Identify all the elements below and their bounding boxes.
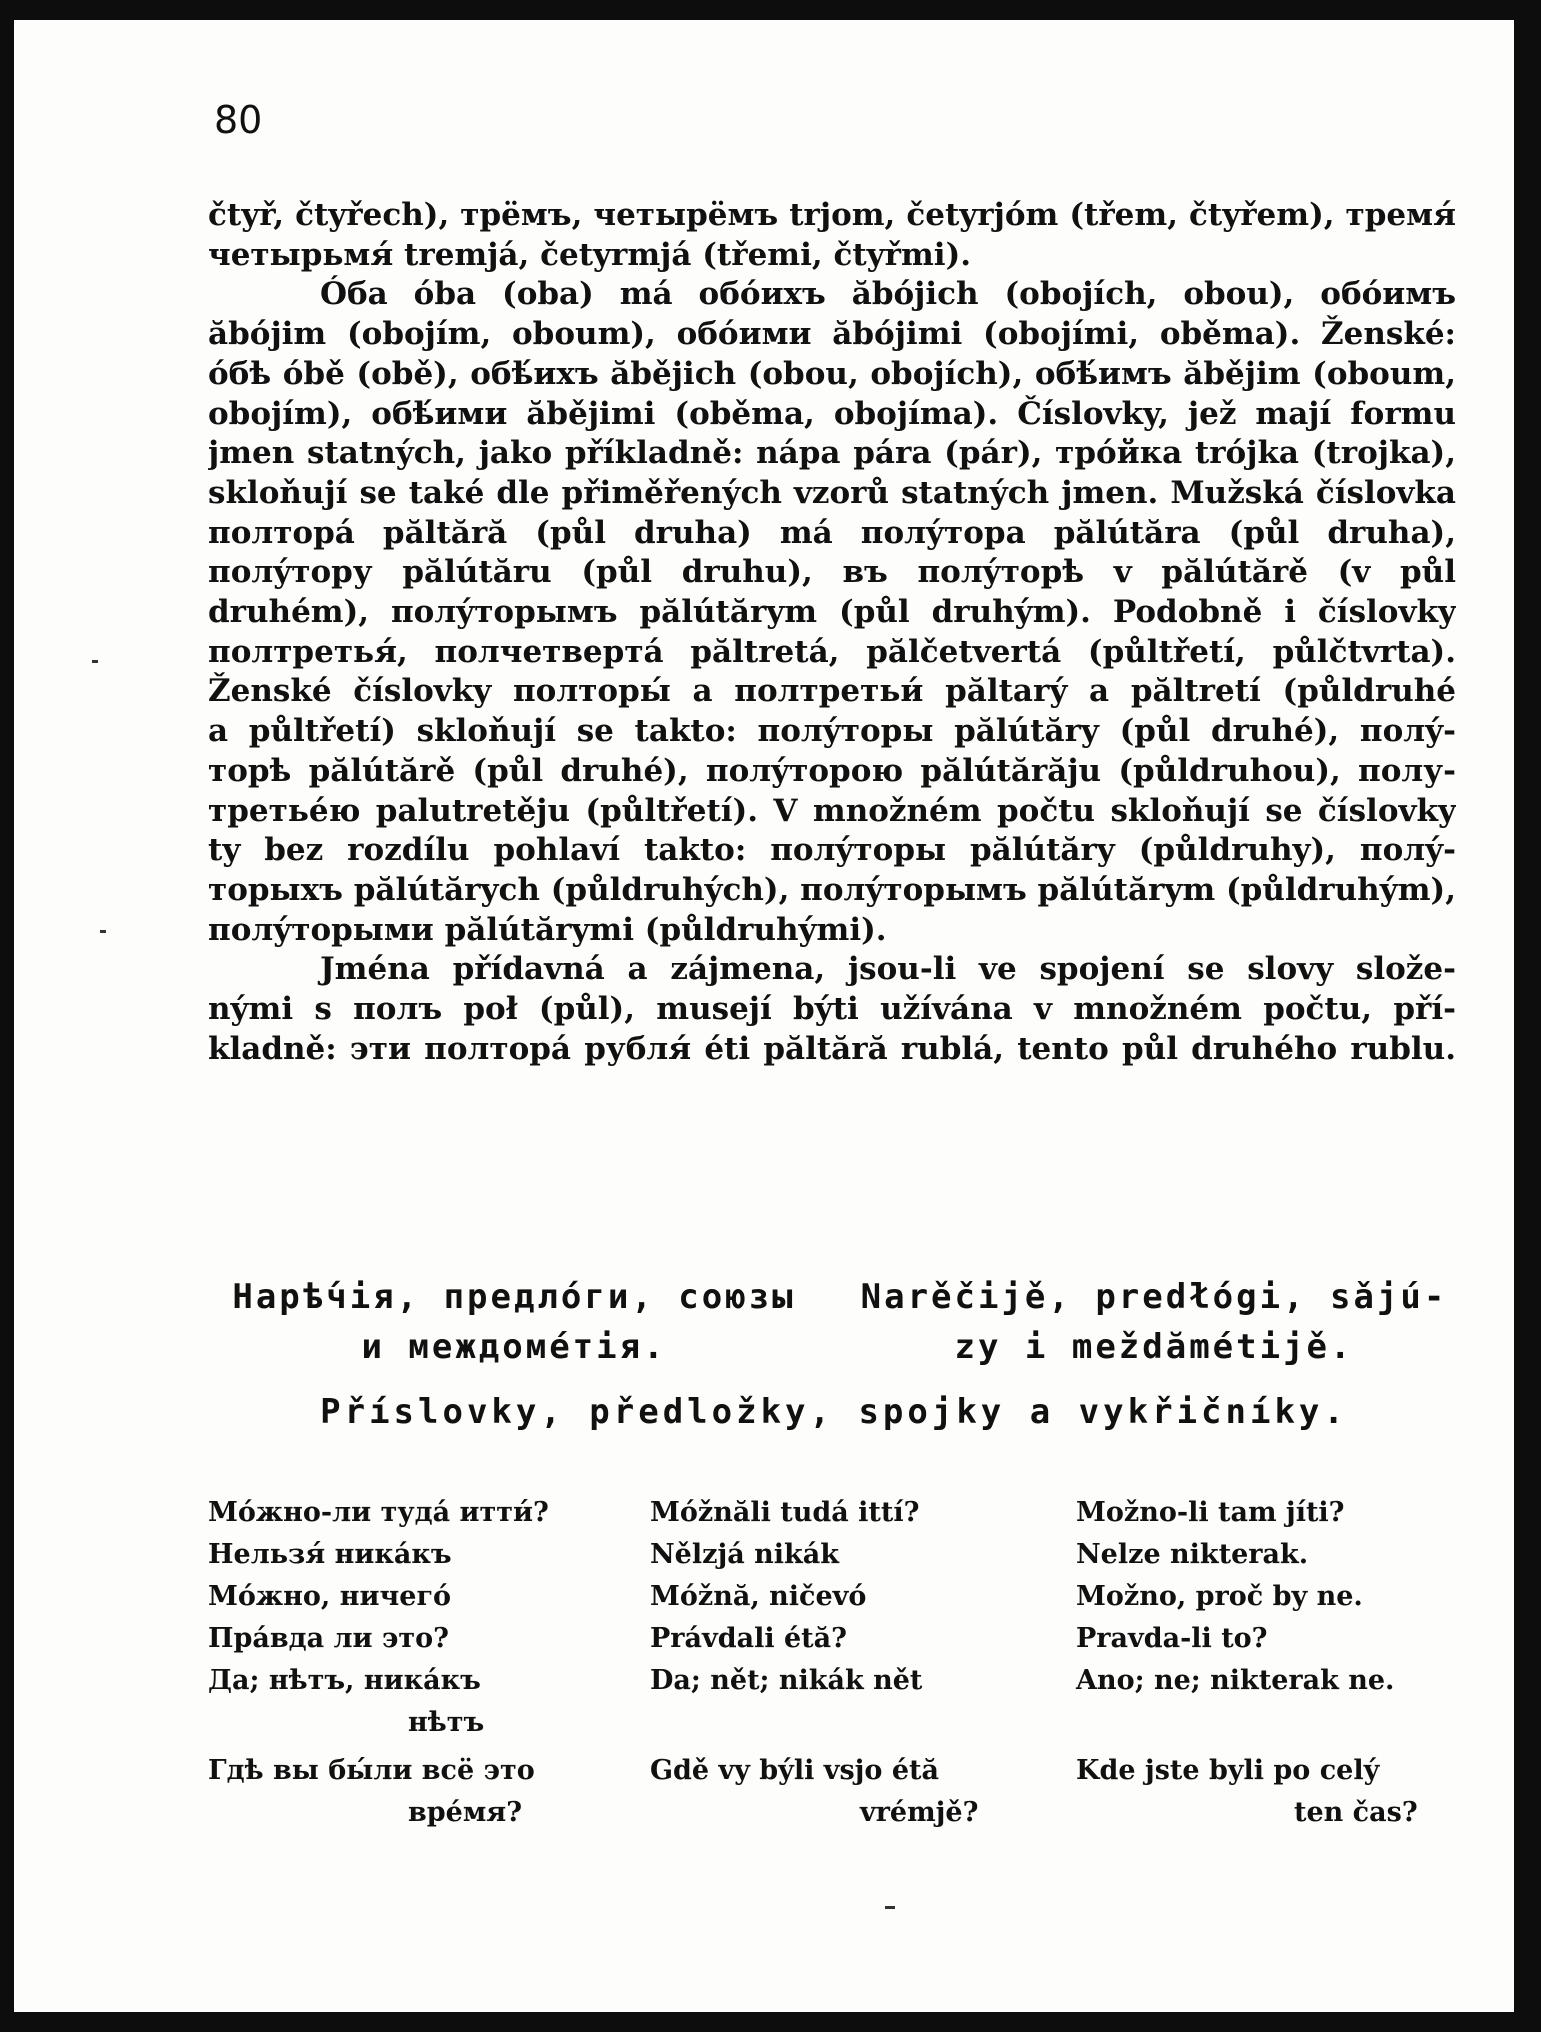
phrase-row xyxy=(208,1750,1456,1834)
body-line: полтретья́, полчетвертá păltretá, pălčetvertá (půltřetí, půlčtvrta). xyxy=(208,633,1456,670)
phrase-russian xyxy=(208,1750,638,1834)
body-line: druhém), полýторымъ pălútărym (půl druhým). Podobně i číslovky xyxy=(208,594,1456,631)
phrase-transliteration: Móžnă, ničevó xyxy=(650,1581,867,1612)
phrase-row xyxy=(208,1660,1456,1744)
body-line: ty bez rozdílu pohlaví takto: полýторы pălútăry (půldruhy), полý- xyxy=(208,832,1456,869)
phrase-transliteration xyxy=(638,1750,1068,1834)
phrase-czech-continuation: ten čas? xyxy=(1294,1797,1418,1828)
phrase-translit-line: Gdě vy býli vsjo étă xyxy=(650,1755,939,1786)
body-line: obojím), обѣ́ими ăbějimi (oběma, obojíma). Číslovky, jež mají formu xyxy=(208,395,1456,432)
body-line: торѣ pălútărě (půl druhé), полýторою pălútărăju (půldruhou), полу- xyxy=(208,752,1456,789)
body-line: a půltřetí) skloňují se takto: полýторы pălútăry (půl druhé), полý- xyxy=(208,713,1456,750)
phrase-russian-line: Гдѣ вы бы́ли всё это xyxy=(208,1755,535,1786)
body-line: óбѣ óbě (obě), обѣ́ихъ ăbějich (obou, obojích), обѣ́имъ ăbějim (oboum, xyxy=(208,355,1456,392)
phrase-czech-line: Kde jste byli po celý xyxy=(1076,1755,1380,1786)
heading-translit-line: Narěčijě, predłógi, sǎjú- xyxy=(860,1277,1448,1317)
body-line: Jména přídavná a zájmena, jsou-li ve spojení se slovy slože- xyxy=(320,951,1456,988)
phrase-russian: Нельзя́ никáкъ xyxy=(208,1539,452,1570)
phrase-russian: Мóжно-ли тудá итти́? xyxy=(208,1497,549,1528)
phrase-russian: Прáвда ли это? xyxy=(208,1623,449,1654)
phrase-czech xyxy=(1068,1750,1456,1834)
phrase-translit-continuation: vrémjě? xyxy=(860,1797,979,1828)
phrase-transliteration: Móžnăli tudá ittí? xyxy=(650,1497,920,1528)
margin-speck xyxy=(885,1906,895,1909)
body-line: čtyř, čtyřech), трёмъ, четырёмъ trjom, četyrjóm (třem, čtyřem), тремя́ xyxy=(208,197,1456,233)
body-paragraphs xyxy=(208,196,1456,1069)
body-line: Ženské číslovky полторы́ a полтретьи́ păltarý a păltretí (půldruhé xyxy=(208,673,1456,710)
phrase-row xyxy=(208,1492,1456,1534)
margin-speck xyxy=(100,930,106,933)
phrase-russian xyxy=(208,1660,638,1744)
heading-russian-line: и междомéтія. xyxy=(361,1327,667,1367)
body-line: nými s полъ poł (půl), musejí býti užívána v množném počtu, pří- xyxy=(208,991,1456,1028)
phrase-czech: Pravda-li to? xyxy=(1076,1623,1268,1654)
section-heading xyxy=(214,1272,1454,1372)
phrase-czech: Nelze nikterak. xyxy=(1076,1539,1309,1570)
body-line: Óба óba (oba) má обóихъ ăbójich (obojích, obou), обóимъ xyxy=(320,276,1456,313)
phrase-transliteration: Nělzjá nikák xyxy=(650,1539,839,1570)
phrase-transliteration: Da; nět; nikák nět xyxy=(650,1665,923,1696)
heading-russian-line: Нарѣ́чія, предлóги, союзы xyxy=(232,1277,796,1317)
phrase-czech: Možno-li tam jíti? xyxy=(1076,1497,1345,1528)
phrase-transliteration: Právdali étă? xyxy=(650,1623,847,1654)
page-corner-fold xyxy=(1490,20,1514,44)
body-line: kladně: эти полторá рубля́ éti păltără rublá, tento půl druhého rublu. xyxy=(208,1030,1456,1067)
heading-czech: Příslovky, předložky, spojky a vykřičníky. xyxy=(320,1392,1348,1432)
phrase-czech: Možno, proč by ne. xyxy=(1076,1581,1363,1612)
body-line: полýторыми pălútărymi (půldruhými). xyxy=(208,911,887,948)
phrase-russian-continuation: врéмя? xyxy=(408,1797,523,1828)
page-number: 80 xyxy=(214,98,263,142)
phrase-row xyxy=(208,1618,1456,1660)
phrase-russian-line: Да; нѣтъ, никáкъ xyxy=(208,1665,481,1696)
heading-translit-line: zy i meždămétijě. xyxy=(954,1327,1354,1367)
phrase-russian: Мóжно, ничегó xyxy=(208,1581,452,1612)
body-line: торыхъ pălútărych (půldruhých), полýторымъ pălútărym (půldruhým), xyxy=(208,871,1456,908)
body-line: ăbójim (obojím, oboum), обóими ăbójimi (obojími, oběma). Ženské: xyxy=(208,316,1456,353)
phrase-table xyxy=(208,1492,1456,1834)
body-line: четырьмя́ tremjá, četyrmjá (třemi, čtyřmi). xyxy=(208,236,972,273)
body-line: jmen statných, jako příkladně: náра pára (pár), трóйка trójka (trojka), xyxy=(208,435,1456,472)
heading-russian xyxy=(214,1272,814,1372)
body-line: skloňují se také dle přiměřených vzorů statných jmen. Mužská číslovka xyxy=(208,474,1456,511)
body-line: третьéю palutretěju (půltřetí). V množném počtu skloňují se číslovky xyxy=(208,792,1456,829)
body-line: полýтору pălútăru (půl druhu), въ полýторѣ v pălútărě (v půl xyxy=(208,554,1456,591)
body-line: полторá păltără (půl druha) má полýтора pălútăra (půl druha), xyxy=(208,514,1456,551)
heading-transliteration xyxy=(854,1272,1454,1372)
margin-speck xyxy=(92,660,98,663)
phrase-czech: Ano; ne; nikterak ne. xyxy=(1076,1665,1395,1696)
phrase-row xyxy=(208,1534,1456,1576)
phrase-row xyxy=(208,1576,1456,1618)
phrase-russian-continuation: нѣтъ xyxy=(408,1707,485,1738)
